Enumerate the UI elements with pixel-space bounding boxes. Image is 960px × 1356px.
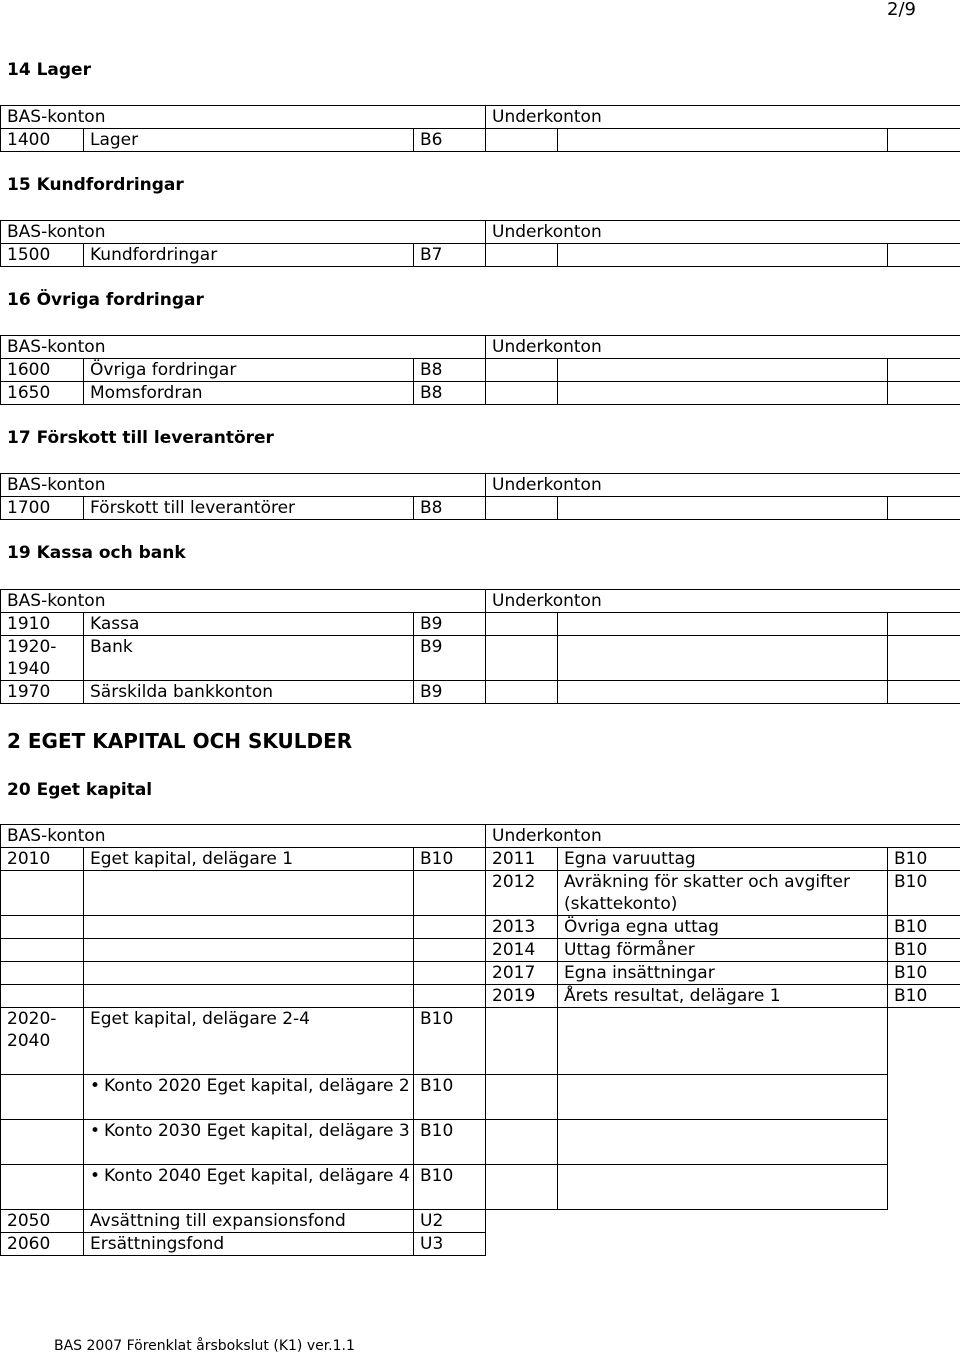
table-row (1, 1008, 960, 1075)
account-table-17 (0, 473, 960, 520)
table-row (1, 848, 960, 871)
account-name: Ersättningsfond (84, 1233, 414, 1256)
section-heading-14: 14 Lager (7, 60, 91, 80)
account-name: Kassa (84, 613, 414, 636)
underkonton-label: Underkonton (486, 474, 960, 497)
bas-konton-label: BAS-konton (1, 336, 486, 359)
account-ref: B9 (414, 613, 486, 636)
account-ref: B10 (414, 1008, 486, 1075)
table-row (1, 1120, 960, 1165)
sub-account-name: Avräkning för skatter och avgifter (skattekonto) (558, 871, 888, 916)
table-row (1, 636, 960, 681)
account-ref: B9 (414, 681, 486, 704)
account-code: 2010 (1, 848, 84, 871)
table-row (1, 939, 960, 962)
account-code: 2050 (1, 1210, 84, 1233)
account-name: Eget kapital, delägare 1 (84, 848, 414, 871)
account-ref: B10 (414, 1075, 486, 1120)
account-code: 1920-1940 (1, 636, 84, 681)
section-heading-15: 15 Kundfordringar (7, 175, 184, 195)
account-code: 1500 (1, 244, 84, 267)
account-name: Särskilda bankkonton (84, 681, 414, 704)
table-row (1, 613, 960, 636)
account-ref: B10 (414, 1165, 486, 1210)
underkonton-label: Underkonton (486, 590, 960, 613)
bas-konton-label: BAS-konton (1, 474, 486, 497)
account-name: Kundfordringar (84, 244, 414, 267)
account-code: 2060 (1, 1233, 84, 1256)
account-ref: B8 (414, 382, 486, 405)
bullet-item: • Konto 2040 Eget kapital, delägare 4 (84, 1165, 414, 1210)
account-code: 1910 (1, 613, 84, 636)
table-row (1, 681, 960, 704)
sub-account-ref: B10 (888, 985, 960, 1008)
sub-account-ref: B10 (888, 848, 960, 871)
bullet-item: • Konto 2020 Eget kapital, delägare 2 (84, 1075, 414, 1120)
section-heading-17: 17 Förskott till leverantörer (7, 428, 274, 448)
underkonton-label: Underkonton (486, 221, 960, 244)
table-row (1, 916, 960, 939)
sub-account-ref: B10 (888, 916, 960, 939)
table-row (1, 1210, 960, 1233)
bas-konton-label: BAS-konton (1, 590, 486, 613)
sub-account-name: Egna insättningar (558, 962, 888, 985)
sub-account-ref: B10 (888, 939, 960, 962)
sub-account-code: 2014 (486, 939, 558, 962)
sub-account-code: 2013 (486, 916, 558, 939)
account-code: 1400 (1, 129, 84, 152)
account-code: 1700 (1, 497, 84, 520)
account-table-19 (0, 589, 960, 704)
table-row (1, 1075, 960, 1120)
sub-account-name: Uttag förmåner (558, 939, 888, 962)
account-ref: B7 (414, 244, 486, 267)
account-name: Avsättning till expansionsfond (84, 1210, 414, 1233)
table-row (1, 985, 960, 1008)
bas-konton-label: BAS-konton (1, 825, 486, 848)
table-row (1, 871, 960, 916)
table-row (1, 129, 960, 152)
account-table-14 (0, 105, 960, 152)
account-ref: B6 (414, 129, 486, 152)
bullet-item: • Konto 2030 Eget kapital, delägare 3 (84, 1120, 414, 1165)
bullet-icon: • (90, 1166, 101, 1186)
account-name: Bank (84, 636, 414, 681)
account-name: Momsfordran (84, 382, 414, 405)
bas-konton-label: BAS-konton (1, 221, 486, 244)
sub-account-name: Egna varuuttag (558, 848, 888, 871)
account-name: Lager (84, 129, 414, 152)
footer-text: BAS 2007 Förenklat årsbokslut (K1) ver.1.1 (54, 1338, 355, 1354)
bas-konton-label: BAS-konton (1, 106, 486, 129)
table-row (1, 244, 960, 267)
account-name: Övriga fordringar (84, 359, 414, 382)
table-row (1, 497, 960, 520)
sub-account-code: 2019 (486, 985, 558, 1008)
account-ref: U2 (414, 1210, 486, 1233)
page-number: 2/9 (887, 0, 916, 20)
underkonton-label: Underkonton (486, 336, 960, 359)
sub-account-ref: B10 (888, 962, 960, 985)
account-code: 1600 (1, 359, 84, 382)
part-heading-2: 2 EGET KAPITAL OCH SKULDER (7, 729, 353, 753)
section-heading-20: 20 Eget kapital (7, 780, 153, 800)
account-ref: B9 (414, 636, 486, 681)
table-row (1, 962, 960, 985)
sub-account-ref: B10 (888, 871, 960, 916)
table-row (1, 1233, 960, 1256)
underkonton-label: Underkonton (486, 106, 960, 129)
sub-account-name: Årets resultat, delägare 1 (558, 985, 888, 1008)
account-ref: B10 (414, 848, 486, 871)
account-name: Eget kapital, delägare 2-4 (84, 1008, 414, 1075)
account-ref: B10 (414, 1120, 486, 1165)
section-heading-16: 16 Övriga fordringar (7, 290, 204, 310)
sub-account-code: 2012 (486, 871, 558, 916)
account-table-20 (0, 824, 960, 1256)
account-code: 2020-2040 (1, 1008, 84, 1075)
account-table-15 (0, 220, 960, 267)
account-ref: B8 (414, 359, 486, 382)
account-code: 1970 (1, 681, 84, 704)
account-code: 1650 (1, 382, 84, 405)
account-name: Förskott till leverantörer (84, 497, 414, 520)
underkonton-label: Underkonton (486, 825, 960, 848)
table-row (1, 359, 960, 382)
table-row (1, 382, 960, 405)
table-row (1, 1165, 960, 1210)
sub-account-name: Övriga egna uttag (558, 916, 888, 939)
section-heading-19: 19 Kassa och bank (7, 543, 186, 563)
account-table-16 (0, 335, 960, 405)
bullet-icon: • (90, 1076, 101, 1096)
sub-account-code: 2011 (486, 848, 558, 871)
account-ref: U3 (414, 1233, 486, 1256)
bullet-icon: • (90, 1121, 101, 1141)
sub-account-code: 2017 (486, 962, 558, 985)
account-ref: B8 (414, 497, 486, 520)
